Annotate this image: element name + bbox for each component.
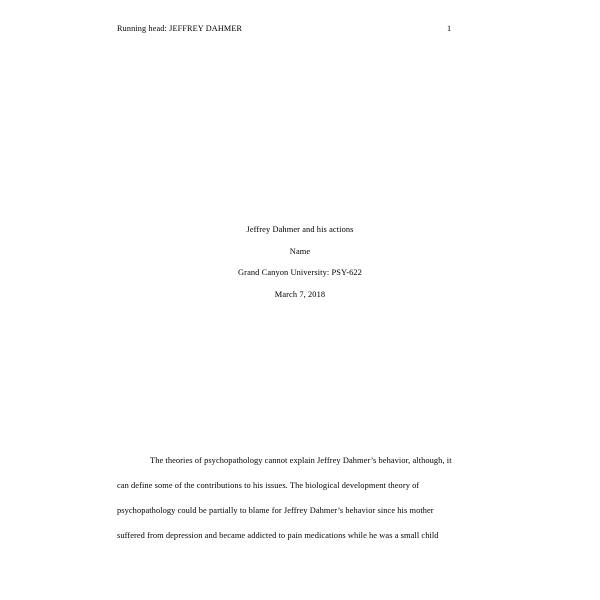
title-block <box>117 219 483 305</box>
running-head: Running head: JEFFREY DAHMER <box>117 24 243 33</box>
body-line: suffered from depression and became addicted to pain medications while he was a small child <box>117 531 439 540</box>
submission-date: March 7, 2018 <box>274 289 326 299</box>
body-line <box>117 448 483 473</box>
paper-title: Jeffrey Dahmer and his actions <box>246 225 354 234</box>
body-line: psychopathology could be partially to blame for Jeffrey Dahmer’s behavior since his mother <box>117 506 434 515</box>
body-line-text: The theories of psychopathology cannot explain Jeffrey Dahmer’s behavior, although, it <box>150 456 452 465</box>
body-line: can define some of the contributions to his issues. The biological development theory of <box>117 481 420 490</box>
body-text <box>117 448 483 548</box>
page-number: 1 <box>447 24 452 33</box>
institution-course: Grand Canyon University: PSY-622 <box>238 268 362 277</box>
author-name: Name <box>289 246 311 256</box>
